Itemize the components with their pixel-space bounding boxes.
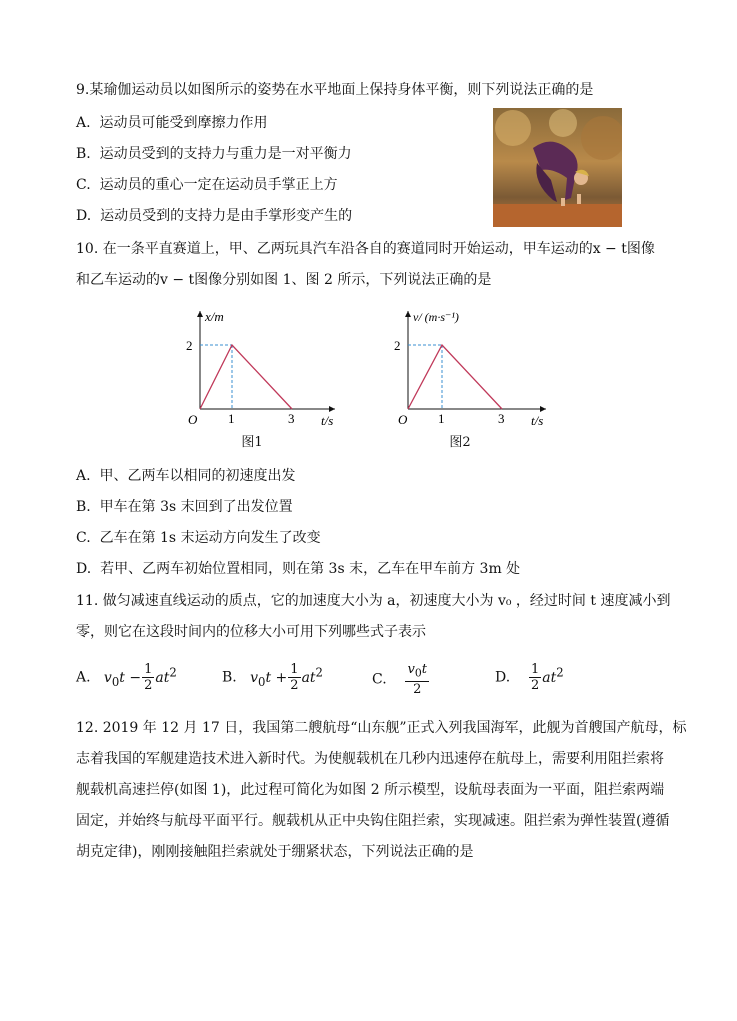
x-tick-label: 3 (498, 411, 505, 426)
q10-option-b (76, 497, 293, 517)
option-letter: A. (76, 468, 91, 484)
x-tick-label: 3 (288, 411, 295, 426)
option-letter: C. (76, 530, 91, 546)
formula-c: $\frac{v_0t}{2}$ (407, 662, 427, 697)
option-letter: D. (495, 669, 511, 686)
q10-stem-line1: 10. 在一条平直赛道上，甲、乙两玩具汽车沿各自的赛道同时开始运动，甲车运动的x − t图像 (76, 241, 655, 257)
option-text: 运动员的重心一定在运动员手掌正上方 (99, 177, 338, 193)
formula-b: $v_0t$ + $\frac{1}{2}$ $at^2$ (250, 662, 323, 693)
option-text: 运动员可能受到摩擦力作用 (99, 115, 268, 131)
option-letter: A. (76, 115, 91, 131)
y-tick-label: 2 (394, 338, 401, 353)
q11-option-d (495, 662, 564, 702)
option-letter: C. (372, 671, 387, 688)
origin-label: O (188, 412, 198, 427)
q9-option-d (76, 206, 352, 226)
figure-2-caption: 图2 (449, 435, 471, 450)
q9-option-c (76, 175, 338, 195)
q10-stem-line2: 和乙车运动的v − t图像分别如图 1、图 2 所示，下列说法正确的是 (76, 272, 492, 288)
y-axis-label: x/m (205, 309, 224, 324)
option-text: 运动员受到的支持力是由手掌形变产生的 (100, 208, 353, 224)
q11-option-b (222, 662, 323, 702)
q11-option-c (372, 662, 430, 702)
q12-line-5: 胡克定律)，刚刚接触阻拦索就处于绷紧状态，下列说法正确的是 (76, 844, 474, 860)
formula-d: $\frac{1}{2}$ $at^2$ (531, 662, 564, 693)
option-text: 甲车在第 3s 末回到了出发位置 (99, 499, 293, 515)
q11-option-a (76, 662, 177, 702)
x-tick-label: 1 (228, 411, 235, 426)
option-letter: C. (76, 177, 91, 193)
q12-line-3: 舰载机高速拦停(如图 1)，此过程可简化为如图 2 所示模型，设航母表面为一平面，阻拦索两端 (76, 782, 665, 798)
y-axis-label: v/ (m·s⁻¹) (413, 310, 459, 324)
option-letter: B. (222, 669, 237, 686)
option-letter: D. (76, 561, 92, 577)
q10-option-c (76, 528, 321, 548)
q9-option-a (76, 113, 267, 133)
yoga-photo (493, 108, 622, 227)
q10-option-d (76, 559, 520, 579)
option-letter: D. (76, 208, 92, 224)
graph-line (200, 345, 292, 409)
x-axis-label: t/s (321, 413, 334, 428)
q10-option-a (76, 466, 295, 486)
option-letter: B. (76, 499, 91, 515)
option-letter: B. (76, 146, 91, 162)
q12-line-1: 12. 2019 年 12 月 17 日，我国第二艘航母“山东舰”正式入列我国海军，此舰为首艘国产航母，标 (76, 720, 687, 736)
option-text: 乙车在第 1s 末运动方向发生了改变 (99, 530, 321, 546)
q12-line-4: 固定，并始终与航母平面平行。舰载机从正中央钩住阻拦索，实现减速。阻拦索为弹性装置(遵循 (76, 813, 670, 829)
graph-line (408, 345, 502, 409)
formula-a: $v_0t$ − $\frac{1}{2}$ $at^2$ (103, 662, 177, 693)
option-text: 运动员受到的支持力与重力是一对平衡力 (99, 146, 352, 162)
q11-stem-line1: 11. 做匀减速直线运动的质点，它的加速度大小为 a，初速度大小为 v₀ ，经过时间 t 速度减小到 (76, 593, 671, 609)
origin-label: O (398, 412, 408, 427)
figure-2-vt-graph (388, 305, 553, 434)
option-letter: A. (76, 669, 91, 686)
x-tick-label: 1 (438, 411, 445, 426)
y-tick-label: 2 (186, 338, 193, 353)
option-text: 若甲、乙两车初始位置相同，则在第 3s 末，乙车在甲车前方 3m 处 (100, 561, 521, 577)
figure-1-caption: 图1 (241, 435, 263, 450)
q12-line-2: 志着我国的军舰建造技术进入新时代。为使舰载机在几秒内迅速停在航母上，需要利用阻拦索将 (76, 751, 664, 767)
q9-option-b (76, 144, 352, 164)
q11-stem-line2: 零，则它在这段时间内的位移大小可用下列哪些式子表示 (76, 624, 426, 640)
x-axis-label: t/s (531, 413, 544, 428)
q9-stem: 9.某瑜伽运动员以如图所示的姿势在水平地面上保持身体平衡，则下列说法正确的是 (76, 82, 594, 98)
option-text: 甲、乙两车以相同的初速度出发 (99, 468, 296, 484)
figure-1-xt-graph (180, 305, 340, 434)
